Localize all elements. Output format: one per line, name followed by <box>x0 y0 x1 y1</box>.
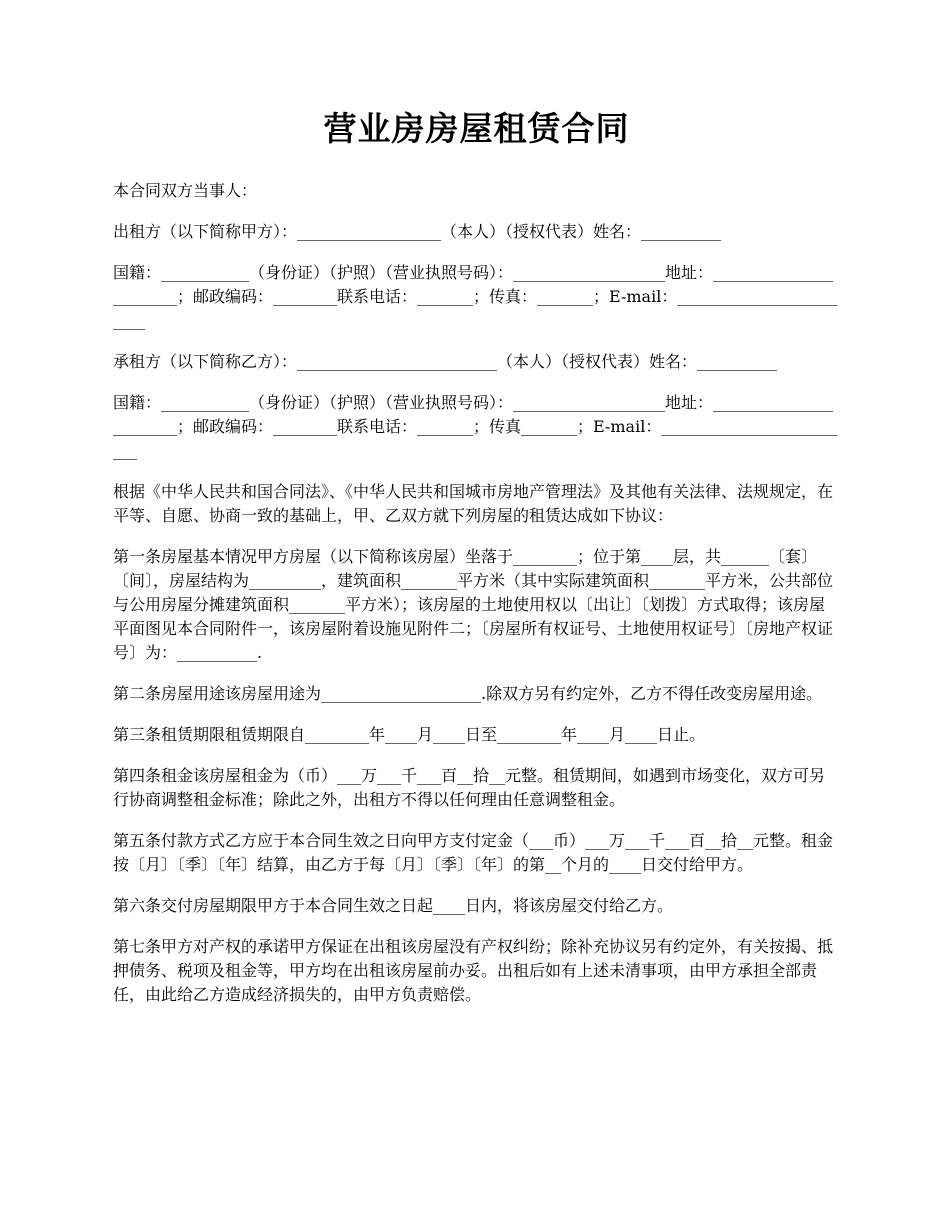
legal-basis: 根据《中华人民共和国合同法》、《中华人民共和国城市房地产管理法》及其他有关法律、法规规定，在平等、自愿、协商一致的基础上，甲、乙双方就下列房屋的租赁达成如下协议： <box>113 481 834 525</box>
article-2-property-use: 第二条房屋用途该房屋用途为____________________.除双方另有约定外，乙方不得任改变房屋用途。 <box>113 683 823 703</box>
article-5-payment: 第五条付款方式乙方应于本合同生效之日向甲方支付定金（___币）___万___千___百__拾__元整。租金按〔月〕〔季〕〔年〕结算，由乙方于每〔月〕〔季〕〔年〕的第__个月的____日交付给甲方。 <box>113 830 834 874</box>
document-page <box>113 108 840 1024</box>
lessor-details: 国籍：___________（身份证）（护照）（营业执照号码）：___________________地址：_______________________；邮政编码：________联系电话：_______；传真：_______；E-mail：________________________ <box>113 262 838 330</box>
article-7-title-warranty: 第七条甲方对产权的承诺甲方保证在出租该房屋没有产权纠纷；除补充协议另有约定外，有关按揭、抵押债务、税项及租金等，甲方均在出租该房屋前办妥。出租后如有上述未清事项，由甲方承担全部责任，由此给乙方造成经济损失的，由甲方负责赔偿。 <box>113 936 834 1004</box>
lessee-details: 国籍：___________（身份证）（护照）（营业执照号码）：___________________地址：_______________________；邮政编码：________联系电话：_______；传真_______；E-mail：_________________________ <box>113 392 838 460</box>
article-4-rent: 第四条租金该房屋租金为（币）___万___千___百__拾__元整。租赁期间，如遇到市场变化，双方可另行协商调整租金标准；除此之外，出租方不得以任何理由任意调整租金。 <box>113 765 826 809</box>
parties-intro: 本合同双方当事人： <box>113 180 258 200</box>
article-1-property-info: 第一条房屋基本情况甲方房屋（以下简称该房屋）坐落于________；位于第____层，共______〔套〕〔间〕，房屋结构为_________，建筑面积_______平方米（其中实际建筑面积_______平方米，公共部位与公用房屋分摊建筑面积_______平方米）；该房屋的土地使用权以〔出让〕〔划拨〕方式取得；该房屋平面图见本合同附件一，该房屋附着设施见附件二；〔房屋所有权证号、土地使用权证号〕〔房地产权证号〕为：__________. <box>113 546 834 662</box>
lessee-name-line: 承租方（以下简称乙方）：_________________________（本人）（授权代表）姓名：__________ <box>113 351 778 371</box>
article-3-lease-term: 第三条租赁期限租赁期限自________年____月____日至________年____月____日止。 <box>113 724 706 744</box>
article-6-delivery: 第六条交付房屋期限甲方于本合同生效之日起____日内，将该房屋交付给乙方。 <box>113 895 674 915</box>
document-title: 营业房房屋租赁合同 <box>323 109 630 148</box>
lessor-name-line: 出租方（以下简称甲方）：__________________（本人）（授权代表）姓名：__________ <box>113 221 722 241</box>
